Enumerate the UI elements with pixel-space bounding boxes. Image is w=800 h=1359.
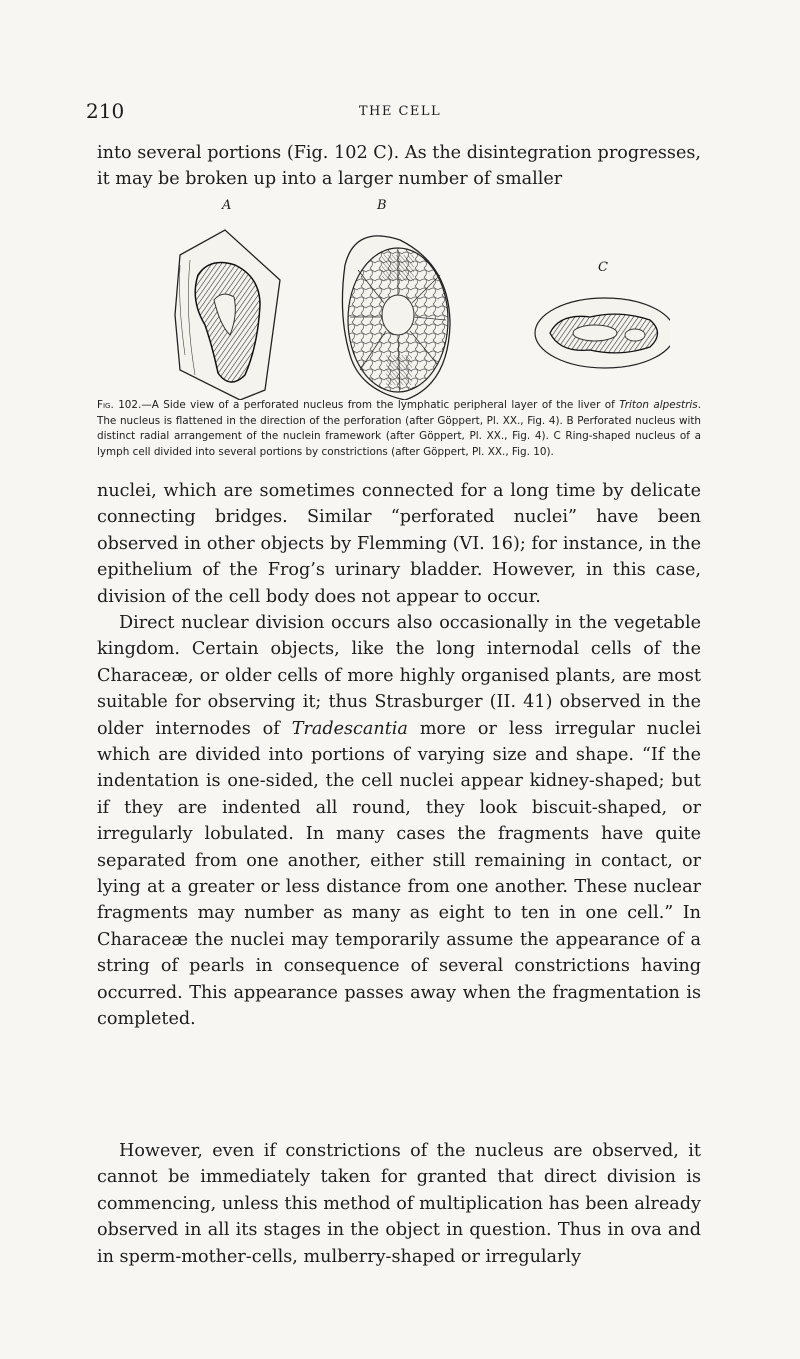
figure-b-drawing bbox=[342, 236, 450, 400]
figure-caption-species: Triton alpestris bbox=[619, 399, 698, 411]
figure-label-a: A bbox=[222, 198, 232, 213]
paragraph-2-part-b: more or less irregular nuclei which are divided into portions of varying size and shape. “If the indentation is one-sided, the cell nuclei appear kidney-shaped; but if they are indented all round, they look biscuit-shaped, or irregularly lobulated. In many cases the fragments have quite separated from one another, either still remaining in contact, or lying at a greater or less distance from one another. These nuclear fragments may number as many as eight to ten in one cell.” In Characeæ the nuclei may temporarily assume the appearance of a string of pearls in consequence of several constrictions having occurred. This appearance passes away when the fragmentation is completed. bbox=[97, 718, 701, 1030]
page-number: 210 bbox=[86, 99, 125, 123]
figure-a-drawing bbox=[175, 230, 280, 400]
paragraph-2 bbox=[97, 610, 701, 1033]
figure-caption-label: Fig. 102. bbox=[97, 399, 142, 411]
figure-label-b: B bbox=[377, 198, 387, 213]
paragraph-2-italic: Tradescantia bbox=[291, 718, 408, 739]
figure-caption-a-prefix: —A Side view of a perforated nucleus from the lymphatic peripheral layer of the liver of bbox=[141, 399, 620, 411]
paragraph-1: nuclei, which are sometimes connected for a long time by delicate connecting bridges. Similar “perforated nuclei” have been observed in other objects by Flemming (VI. 16); for instance, in the epithelium of the Frog’s urinary bladder. However, in this case, division of the cell body does not appear to occur. bbox=[97, 481, 701, 607]
figure-label-c: C bbox=[598, 260, 608, 275]
running-head: THE CELL bbox=[358, 104, 442, 119]
figure-102 bbox=[150, 198, 670, 405]
paragraph-3: However, even if constrictions of the nucleus are observed, it cannot be immediately taken for granted that direct division is commencing, unless this method of multiplication has been already observed in all its stages in the object in question. Thus in ova and in sperm-mother-cells, mulberry-shaped or irregularly bbox=[97, 1141, 701, 1267]
figure-illustrations bbox=[150, 205, 670, 400]
figure-c-drawing bbox=[535, 298, 670, 368]
paragraph-2-part-a: Direct nuclear division occurs also occasionally in the vegetable kingdom. Certain objects, like the long internodal cells of the Characeæ, or older cells of more highly organised plants, are most suitable for observing it; thus Strasburger (II. 41) observed in the older internodes of bbox=[97, 613, 701, 739]
figure-caption bbox=[97, 398, 701, 460]
figure-caption-rest: . The nucleus is flattened in the direction of the perforation (after Göppert, Pl. XX., Fig. 4). B Perforated nucleus with distinct radial arrangement of the nuclein framework (after Göppert, Pl. XX., Fig. 4). C Ring-shaped nucleus of a lymph cell divided into several portions by constrictions (after Göppert, Pl. XX., Fig. 10). bbox=[97, 399, 701, 458]
paragraph-top: into several portions (Fig. 102 C). As the disintegration progresses, it may be broken up into a larger number of smaller bbox=[97, 143, 701, 190]
